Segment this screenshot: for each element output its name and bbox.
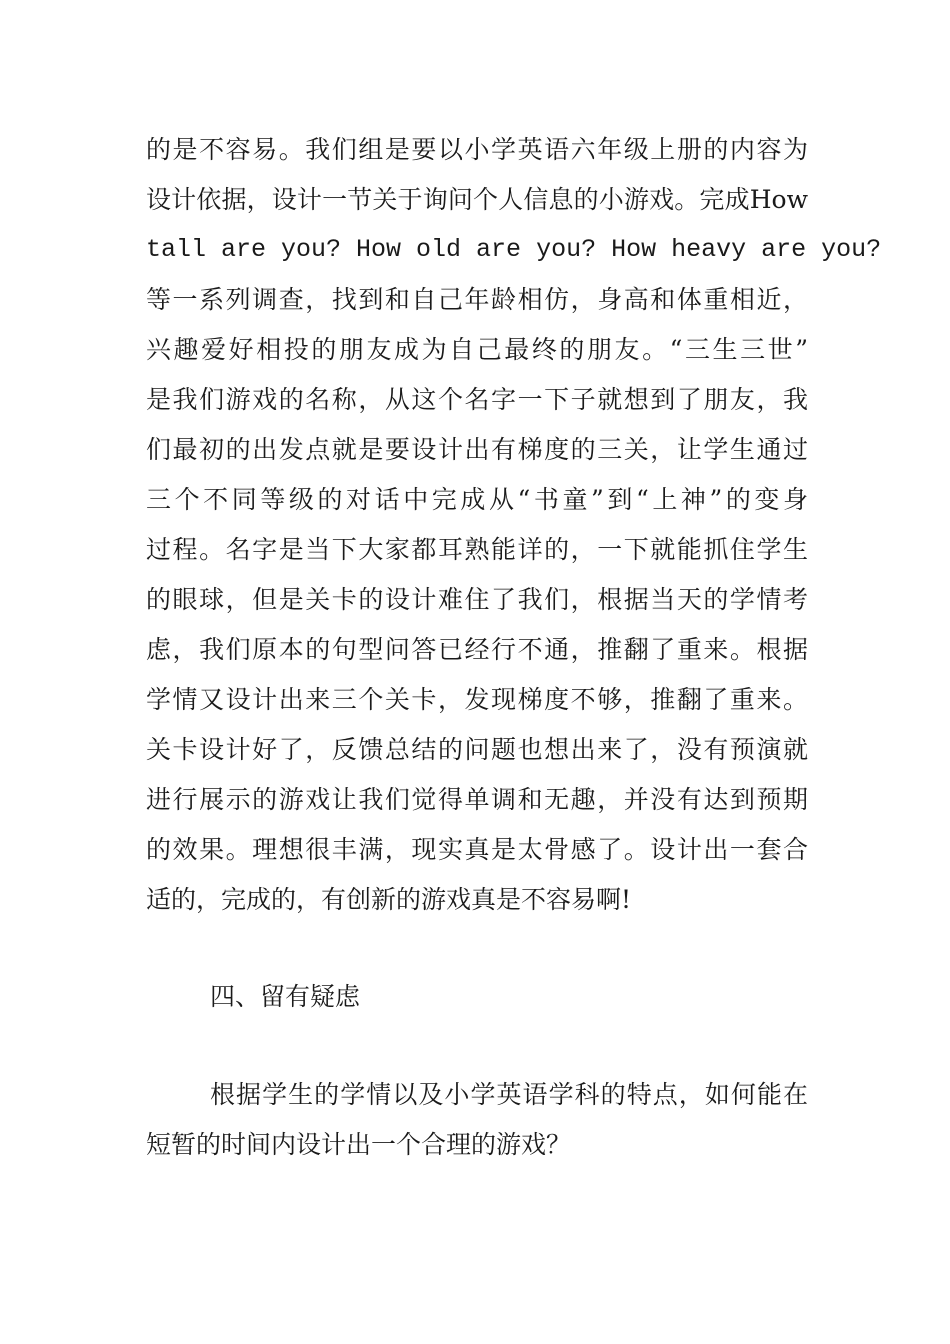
paragraph-line: 的是不容易。我们组是要以小学英语六年级上册的内容为 (146, 135, 808, 164)
paragraph-line: 过程。名字是当下大家都耳熟能详的，一下就能抓住学生 (146, 535, 808, 564)
paragraph-line: 们最初的出发点就是要设计出有梯度的三关，让学生通过 (146, 435, 808, 464)
paragraph-line: 关卡设计好了，反馈总结的问题也想出来了，没有预演就 (146, 735, 808, 764)
paragraph-line: 进行展示的游戏让我们觉得单调和无趣，并没有达到预期 (146, 785, 808, 814)
paragraph-line: 设计依据，设计一节关于询问个人信息的小游戏。完成How (146, 185, 808, 214)
paragraph-line: 的眼球，但是关卡的设计难住了我们，根据当天的学情考 (146, 585, 808, 614)
paragraph-line: 三个不同等级的对话中完成从“书童”到“上神”的变身 (146, 485, 808, 514)
paragraph-line: 学情又设计出来三个关卡，发现梯度不够，推翻了重来。 (146, 685, 808, 714)
paragraph-line: 虑，我们原本的句型问答已经行不通，推翻了重来。根据 (146, 635, 808, 664)
paragraph-line: 适的，完成的，有创新的游戏真是不容易啊! (146, 885, 632, 914)
body-paragraph (146, 1070, 808, 1170)
paragraph-line: 短暂的时间内设计出一个合理的游戏？ (146, 1130, 572, 1159)
paragraph-line: 等一系列调查，找到和自己年龄相仿，身高和体重相近， (146, 285, 808, 314)
section-heading: 四、留有疑虑 (210, 982, 361, 1011)
paragraph-line: 根据学生的学情以及小学英语学科的特点，如何能在 (210, 1080, 808, 1109)
paragraph-line: tall are you? How old are you? How heavy are you? (146, 235, 882, 264)
paragraph-line: 的效果。理想很丰满，现实真是太骨感了。设计出一套合 (146, 835, 808, 864)
paragraph-line: 兴趣爱好相投的朋友成为自己最终的朋友。“三生三世” (146, 335, 808, 364)
paragraph-line: 是我们游戏的名称，从这个名字一下子就想到了朋友，我 (146, 385, 808, 414)
body-paragraph (146, 125, 882, 925)
